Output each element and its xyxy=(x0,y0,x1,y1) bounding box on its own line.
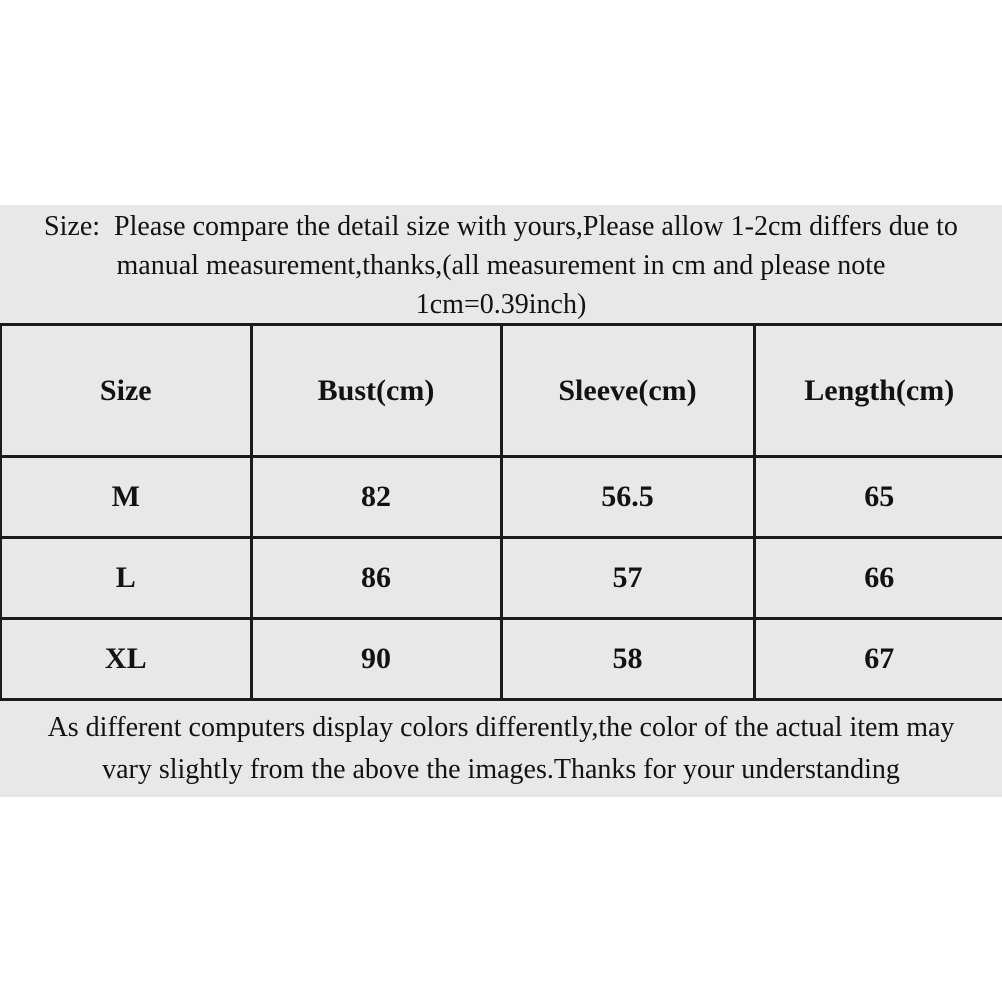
color-disclaimer-line-1: As different computers display colors differently,the color of the actual item may xyxy=(47,712,955,743)
size-table-row-m xyxy=(1,457,1002,538)
cell-length-l: 66 xyxy=(754,538,1002,619)
size-table xyxy=(0,323,1002,701)
cell-sleeve-m: 56.5 xyxy=(501,457,754,538)
cell-sleeve-xl: 58 xyxy=(501,619,754,700)
measurement-note-line-3: 1cm=0.39inch) xyxy=(415,289,587,320)
color-disclaimer-line-2: vary slightly from the above the images.Thanks for your understanding xyxy=(102,754,900,785)
cell-sleeve-l: 57 xyxy=(501,538,754,619)
header-length: Length(cm) xyxy=(754,325,1002,457)
cell-bust-m: 82 xyxy=(251,457,501,538)
measurement-note-line-2: manual measurement,thanks,(all measurement in cm and please note xyxy=(116,250,886,281)
header-size: Size xyxy=(1,325,251,457)
size-table-header-row xyxy=(1,325,1002,457)
cell-size-xl: XL xyxy=(1,619,251,700)
color-disclaimer xyxy=(0,701,1002,797)
cell-length-m: 65 xyxy=(754,457,1002,538)
cell-bust-l: 86 xyxy=(251,538,501,619)
size-table-row-xl xyxy=(1,619,1002,700)
cell-bust-xl: 90 xyxy=(251,619,501,700)
cell-size-l: L xyxy=(1,538,251,619)
size-table-row-l xyxy=(1,538,1002,619)
header-bust: Bust(cm) xyxy=(251,325,501,457)
measurement-note-line-1: Size: Please compare the detail size with yours,Please allow 1-2cm differs due to xyxy=(44,211,958,242)
cell-size-m: M xyxy=(1,457,251,538)
cell-length-xl: 67 xyxy=(754,619,1002,700)
size-chart-panel xyxy=(0,205,1002,797)
measurement-note xyxy=(0,205,1002,323)
header-sleeve: Sleeve(cm) xyxy=(501,325,754,457)
